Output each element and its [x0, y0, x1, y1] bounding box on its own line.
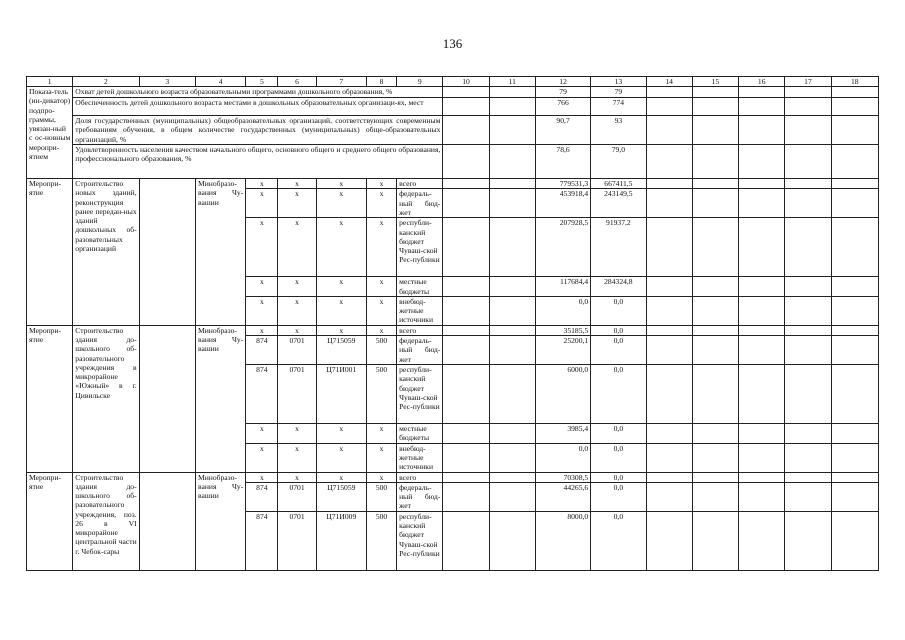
- target-article-code: х: [316, 179, 366, 189]
- funding-source: республи-канский бюджет Чуваш-ской Рес-публики: [397, 365, 443, 424]
- grbs-code: 874: [246, 365, 278, 424]
- activity-row: [27, 325, 879, 335]
- empty-cell: [692, 296, 738, 325]
- empty-cell: [489, 218, 535, 277]
- target-article-code: Ц71И009: [316, 511, 366, 570]
- value-cell: 93: [591, 116, 646, 145]
- target-article-code: х: [316, 218, 366, 277]
- empty-cell: [692, 511, 738, 570]
- empty-cell: [443, 189, 489, 218]
- amount-cell: 0,0: [591, 424, 646, 444]
- empty-cell: [443, 179, 489, 189]
- empty-cell: [443, 511, 489, 570]
- expense-type-code: 500: [366, 511, 396, 570]
- activity-executor: Минобразо-вания Чу-вашии: [195, 472, 245, 570]
- indicator-label: Показа-тель (ин-дикатор) подпро-граммы, увязан-ный с ос-новным меропри-ятием: [27, 87, 73, 179]
- empty-cell: [692, 116, 738, 145]
- empty-cell: [646, 472, 692, 482]
- empty-cell: [831, 189, 878, 218]
- column-number: 11: [489, 77, 535, 87]
- empty-cell: [443, 218, 489, 277]
- indicator-row: [27, 116, 879, 145]
- empty-cell: [692, 87, 738, 98]
- target-article-code: х: [316, 296, 366, 325]
- section-code: 0701: [278, 365, 316, 424]
- empty-cell: [739, 482, 785, 511]
- empty-cell: [831, 472, 878, 482]
- amount-cell: 0,0: [535, 443, 590, 472]
- empty-cell: [489, 296, 535, 325]
- empty-cell: [646, 145, 692, 179]
- amount-cell: 667411,5: [591, 179, 646, 189]
- column-number: 14: [646, 77, 692, 87]
- funding-source: федераль-ный бюд-жет: [397, 189, 443, 218]
- empty-cell: [443, 365, 489, 424]
- empty-cell: [443, 482, 489, 511]
- page-number: 136: [442, 36, 463, 51]
- funding-source: федераль-ный бюд-жет: [397, 482, 443, 511]
- expense-type-code: х: [366, 277, 396, 297]
- grbs-code: х: [246, 472, 278, 482]
- column-number: 18: [831, 77, 878, 87]
- grbs-code: х: [246, 443, 278, 472]
- empty-cell: [646, 511, 692, 570]
- empty-cell: [692, 336, 738, 365]
- column-number: 9: [397, 77, 443, 87]
- column-number: 16: [739, 77, 785, 87]
- amount-cell: 3985,4: [535, 424, 590, 444]
- target-article-code: Ц715059: [316, 482, 366, 511]
- column-number: 6: [278, 77, 316, 87]
- expense-type-code: х: [366, 472, 396, 482]
- section-code: х: [278, 472, 316, 482]
- funding-source: местные бюджеты: [397, 424, 443, 444]
- budget-table: [26, 76, 879, 571]
- empty-cell: [692, 443, 738, 472]
- value-cell: 79: [535, 87, 590, 98]
- empty-cell: [692, 277, 738, 297]
- empty-cell: [739, 365, 785, 424]
- activity-row: [27, 472, 879, 482]
- column-number: 10: [443, 77, 489, 87]
- empty-cell: [692, 218, 738, 277]
- column-number: 17: [785, 77, 831, 87]
- empty-cell: [831, 336, 878, 365]
- amount-cell: 44265,6: [535, 482, 590, 511]
- empty-cell: [785, 443, 831, 472]
- empty-cell: [443, 443, 489, 472]
- empty-cell: [739, 443, 785, 472]
- empty-cell: [785, 189, 831, 218]
- section-code: х: [278, 424, 316, 444]
- empty-cell: [831, 511, 878, 570]
- empty-cell: [646, 424, 692, 444]
- amount-cell: 0,0: [591, 511, 646, 570]
- empty-cell: [785, 472, 831, 482]
- empty-cell: [443, 325, 489, 335]
- expense-type-code: х: [366, 218, 396, 277]
- empty-cell: [692, 424, 738, 444]
- empty-cell: [785, 482, 831, 511]
- empty-cell: [646, 365, 692, 424]
- empty-cell: [739, 325, 785, 335]
- empty-cell: [831, 325, 878, 335]
- empty-cell: [739, 424, 785, 444]
- empty-cell: [489, 116, 535, 145]
- empty-cell: [739, 511, 785, 570]
- empty-cell: [785, 277, 831, 297]
- empty-cell: [831, 365, 878, 424]
- funding-source: всего: [397, 325, 443, 335]
- empty-cell: [139, 325, 195, 472]
- activity-executor: Минобразо-вания Чу-вашии: [195, 179, 245, 326]
- empty-cell: [489, 482, 535, 511]
- empty-cell: [646, 98, 692, 116]
- empty-cell: [831, 87, 878, 98]
- empty-cell: [646, 87, 692, 98]
- empty-cell: [646, 296, 692, 325]
- funding-source: всего: [397, 179, 443, 189]
- empty-cell: [785, 424, 831, 444]
- amount-cell: 243149,5: [591, 189, 646, 218]
- empty-cell: [489, 443, 535, 472]
- column-number: 1: [27, 77, 73, 87]
- activity-name: Строительство здания до-школьного об-разовательного учреждения в микрорайоне «Южный» в г. Цивильске: [73, 325, 139, 472]
- expense-type-code: 500: [366, 365, 396, 424]
- section-code: х: [278, 189, 316, 218]
- funding-source: внебюд-жетные источники: [397, 443, 443, 472]
- empty-cell: [692, 179, 738, 189]
- empty-cell: [489, 179, 535, 189]
- amount-cell: 25200,1: [535, 336, 590, 365]
- empty-cell: [739, 277, 785, 297]
- empty-cell: [489, 189, 535, 218]
- empty-cell: [785, 116, 831, 145]
- empty-cell: [443, 424, 489, 444]
- activity-row: [27, 179, 879, 189]
- empty-cell: [692, 472, 738, 482]
- empty-cell: [831, 98, 878, 116]
- empty-cell: [489, 365, 535, 424]
- empty-cell: [443, 296, 489, 325]
- activity-type: Меропри-ятие: [27, 179, 73, 326]
- empty-cell: [831, 482, 878, 511]
- empty-cell: [443, 87, 489, 98]
- funding-source: республи-канский бюджет Чуваш-ской Рес-публики: [397, 511, 443, 570]
- section-code: х: [278, 277, 316, 297]
- section-code: 0701: [278, 336, 316, 365]
- indicator-row: [27, 87, 879, 98]
- section-code: х: [278, 443, 316, 472]
- activity-name: Строительство здания до-школьного об-разовательного учреждения, поз. 26 в VI микрорайоне центральной части г. Чебок-сары: [73, 472, 139, 570]
- indicator-text: Доля государственных (муниципальных) общеобразовательных организаций, соответствующих современным требованиям обучения, в общем количестве государственных (муниципальных) обще-образовательных организаций, %: [73, 116, 443, 145]
- amount-cell: 207928,5: [535, 218, 590, 277]
- empty-cell: [739, 218, 785, 277]
- activity-type: Меропри-ятие: [27, 472, 73, 570]
- amount-cell: 6000,0: [535, 365, 590, 424]
- empty-cell: [831, 424, 878, 444]
- amount-cell: 453918,4: [535, 189, 590, 218]
- section-code: х: [278, 179, 316, 189]
- empty-cell: [489, 145, 535, 179]
- empty-cell: [489, 277, 535, 297]
- empty-cell: [646, 218, 692, 277]
- target-article-code: х: [316, 424, 366, 444]
- amount-cell: 0,0: [591, 472, 646, 482]
- empty-cell: [831, 145, 878, 179]
- grbs-code: х: [246, 277, 278, 297]
- empty-cell: [785, 336, 831, 365]
- target-article-code: х: [316, 189, 366, 218]
- funding-source: местные бюджеты: [397, 277, 443, 297]
- column-number: 3: [139, 77, 195, 87]
- grbs-code: 874: [246, 511, 278, 570]
- indicator-row: [27, 98, 879, 116]
- section-code: 0701: [278, 511, 316, 570]
- empty-cell: [739, 179, 785, 189]
- empty-cell: [489, 511, 535, 570]
- empty-cell: [646, 189, 692, 218]
- grbs-code: х: [246, 424, 278, 444]
- empty-cell: [785, 296, 831, 325]
- empty-cell: [489, 325, 535, 335]
- target-article-code: Ц715059: [316, 336, 366, 365]
- empty-cell: [739, 87, 785, 98]
- empty-cell: [692, 365, 738, 424]
- empty-cell: [646, 482, 692, 511]
- empty-cell: [739, 116, 785, 145]
- empty-cell: [489, 472, 535, 482]
- expense-type-code: х: [366, 325, 396, 335]
- section-code: 0701: [278, 482, 316, 511]
- target-article-code: Ц71И001: [316, 365, 366, 424]
- value-cell: 766: [535, 98, 590, 116]
- empty-cell: [739, 145, 785, 179]
- amount-cell: 35185,5: [535, 325, 590, 335]
- value-cell: 79,0: [591, 145, 646, 179]
- empty-cell: [739, 98, 785, 116]
- column-number: 8: [366, 77, 396, 87]
- empty-cell: [692, 189, 738, 218]
- funding-source: федераль-ный бюд-жет: [397, 336, 443, 365]
- amount-cell: 0,0: [535, 296, 590, 325]
- empty-cell: [443, 98, 489, 116]
- column-number: 7: [316, 77, 366, 87]
- empty-cell: [785, 179, 831, 189]
- value-cell: 79: [591, 87, 646, 98]
- target-article-code: х: [316, 277, 366, 297]
- empty-cell: [489, 87, 535, 98]
- empty-cell: [646, 116, 692, 145]
- empty-cell: [443, 472, 489, 482]
- column-number: 12: [535, 77, 590, 87]
- empty-cell: [489, 336, 535, 365]
- funding-source: внебюд-жетные источники: [397, 296, 443, 325]
- empty-cell: [443, 116, 489, 145]
- expense-type-code: 500: [366, 336, 396, 365]
- target-article-code: х: [316, 472, 366, 482]
- empty-cell: [785, 145, 831, 179]
- funding-source: республи-канский бюджет Чуваш-ской Рес-публики: [397, 218, 443, 277]
- indicator-text: Удовлетворенность населения качеством начального общего, основного общего и среднего общего образования, профессионального образования, %: [73, 145, 443, 179]
- expense-type-code: х: [366, 179, 396, 189]
- empty-cell: [739, 472, 785, 482]
- expense-type-code: х: [366, 424, 396, 444]
- amount-cell: 91937,2: [591, 218, 646, 277]
- indicator-row: [27, 145, 879, 179]
- section-code: х: [278, 218, 316, 277]
- column-number-row: [27, 77, 879, 87]
- column-number: 13: [591, 77, 646, 87]
- empty-cell: [785, 218, 831, 277]
- amount-cell: 0,0: [591, 482, 646, 511]
- empty-cell: [489, 424, 535, 444]
- amount-cell: 779531,3: [535, 179, 590, 189]
- empty-cell: [443, 145, 489, 179]
- grbs-code: х: [246, 218, 278, 277]
- grbs-code: х: [246, 189, 278, 218]
- column-number: 5: [246, 77, 278, 87]
- empty-cell: [692, 145, 738, 179]
- empty-cell: [139, 472, 195, 570]
- empty-cell: [785, 325, 831, 335]
- amount-cell: 0,0: [591, 296, 646, 325]
- amount-cell: 117684,4: [535, 277, 590, 297]
- amount-cell: 0,0: [591, 336, 646, 365]
- target-article-code: х: [316, 443, 366, 472]
- value-cell: 90,7: [535, 116, 590, 145]
- empty-cell: [692, 98, 738, 116]
- expense-type-code: х: [366, 443, 396, 472]
- target-article-code: х: [316, 325, 366, 335]
- grbs-code: 874: [246, 336, 278, 365]
- expense-type-code: х: [366, 189, 396, 218]
- empty-cell: [646, 443, 692, 472]
- funding-source: всего: [397, 472, 443, 482]
- activity-name: Строительство новых зданий, реконструкция ранее передан-ных зданий дошкольных об-разовательных организаций: [73, 179, 139, 326]
- empty-cell: [739, 296, 785, 325]
- activity-executor: Минобразо-вания Чу-вашии: [195, 325, 245, 472]
- grbs-code: х: [246, 296, 278, 325]
- column-number: 15: [692, 77, 738, 87]
- empty-cell: [646, 277, 692, 297]
- empty-cell: [646, 325, 692, 335]
- empty-cell: [831, 277, 878, 297]
- empty-cell: [443, 277, 489, 297]
- section-code: х: [278, 325, 316, 335]
- empty-cell: [785, 98, 831, 116]
- amount-cell: 0,0: [591, 325, 646, 335]
- empty-cell: [646, 179, 692, 189]
- grbs-code: х: [246, 179, 278, 189]
- expense-type-code: 500: [366, 482, 396, 511]
- indicator-text: Обеспеченность детей дошкольного возраста местами в дошкольных образовательных организаци-ях, мест: [73, 98, 443, 116]
- activity-type: Меропри-ятие: [27, 325, 73, 472]
- amount-cell: 8000,0: [535, 511, 590, 570]
- empty-cell: [831, 296, 878, 325]
- amount-cell: 0,0: [591, 443, 646, 472]
- column-number: 4: [195, 77, 245, 87]
- amount-cell: 284324,8: [591, 277, 646, 297]
- empty-cell: [646, 336, 692, 365]
- empty-cell: [785, 365, 831, 424]
- empty-cell: [692, 325, 738, 335]
- section-code: х: [278, 296, 316, 325]
- empty-cell: [831, 116, 878, 145]
- amount-cell: 0,0: [591, 365, 646, 424]
- empty-cell: [739, 336, 785, 365]
- value-cell: 774: [591, 98, 646, 116]
- amount-cell: 70308,5: [535, 472, 590, 482]
- value-cell: 78,6: [535, 145, 590, 179]
- grbs-code: 874: [246, 482, 278, 511]
- empty-cell: [139, 179, 195, 326]
- empty-cell: [739, 189, 785, 218]
- indicator-text: Охват детей дошкольного возраста образовательными программами дошкольного образования, %: [73, 87, 443, 98]
- empty-cell: [831, 218, 878, 277]
- empty-cell: [831, 443, 878, 472]
- grbs-code: х: [246, 325, 278, 335]
- empty-cell: [692, 482, 738, 511]
- empty-cell: [785, 511, 831, 570]
- empty-cell: [443, 336, 489, 365]
- expense-type-code: х: [366, 296, 396, 325]
- empty-cell: [489, 98, 535, 116]
- empty-cell: [831, 179, 878, 189]
- empty-cell: [785, 87, 831, 98]
- column-number: 2: [73, 77, 139, 87]
